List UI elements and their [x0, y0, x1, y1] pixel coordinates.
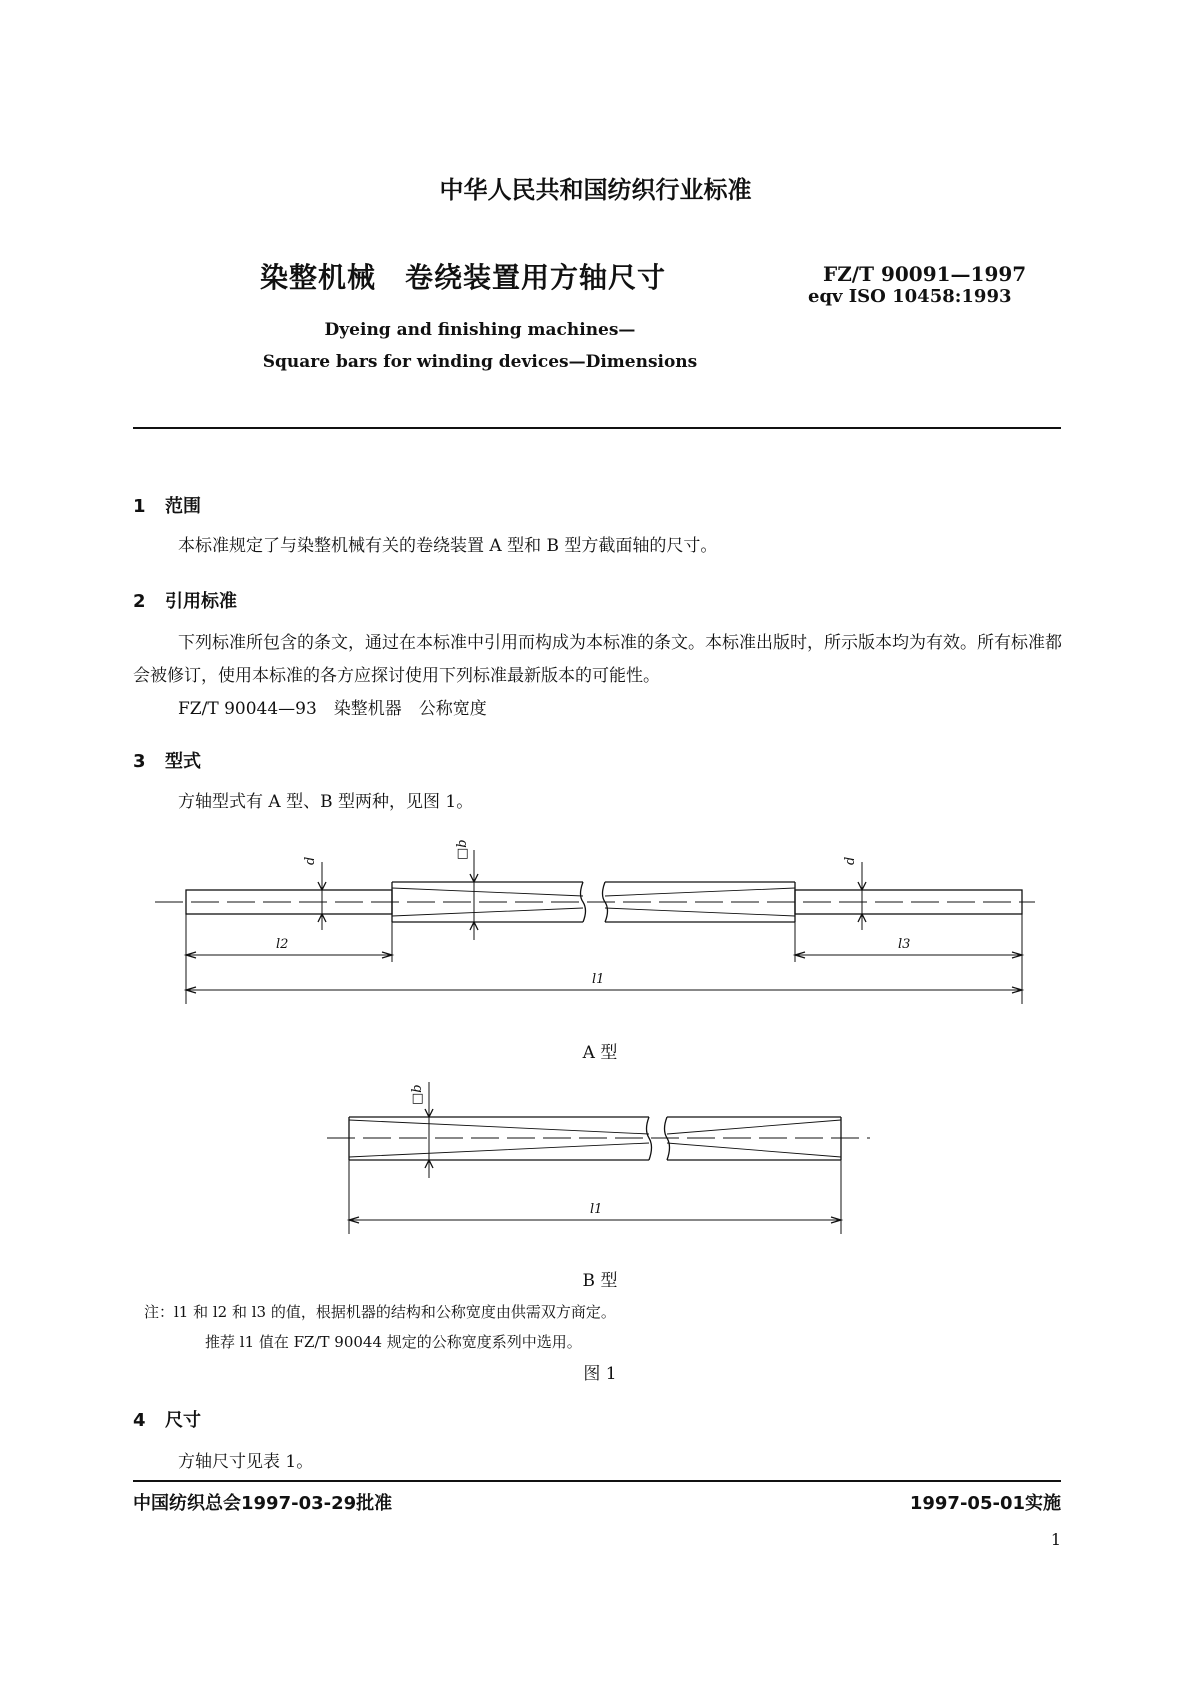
type-a-label-l3: l3 [898, 937, 911, 952]
equivalence-note: eqv ISO 10458:1993 [808, 286, 1012, 307]
standard-number: FZ/T 90091—1997 [823, 262, 1027, 286]
type-a-caption: A 型 [582, 1043, 618, 1063]
type-a-label-d-left: d [303, 856, 318, 865]
standard-title-en-line1: Dyeing and finishing machines— [324, 320, 636, 340]
reference-item: FZ/T 90044—93 染整机器 公称宽度 [178, 699, 487, 719]
type-b-caption: B 型 [582, 1271, 618, 1291]
type-a-break-left [581, 882, 586, 922]
section-title: 型式 [165, 751, 201, 772]
figure-caption: 图 1 [583, 1364, 617, 1384]
implementation-date: 1997-05-01实施 [909, 1493, 1061, 1514]
section-number: 3 [133, 751, 146, 772]
scope-paragraph: 本标准规定了与染整机械有关的卷绕装置 A 型和 B 型方截面轴的尺寸。 [178, 536, 718, 556]
page-number: 1 [1050, 1530, 1061, 1549]
section-title: 尺寸 [165, 1410, 201, 1431]
footer-divider [133, 1480, 1061, 1482]
section-number: 2 [133, 591, 146, 612]
references-paragraph: 下列标准所包含的条文，通过在本标准中引用而构成为本标准的条文。本标准出版时，所示版本均为有效。所有标准都会被修订，使用本标准的各方应探讨使用下列标准最新版本的可能性。 [133, 633, 1062, 686]
approval-date: 中国纺织总会1997-03-29批准 [133, 1493, 393, 1514]
issuing-organization: 中华人民共和国纺织行业标准 [439, 176, 752, 204]
standard-title-en-line2: Square bars for winding devices—Dimensions [262, 352, 698, 372]
types-paragraph: 方轴型式有 A 型、B 型两种，见图 1。 [178, 792, 474, 812]
type-a-label-l2: l2 [276, 937, 289, 952]
type-a-label-l1: l1 [592, 972, 605, 987]
type-b-label-l1: l1 [590, 1202, 603, 1217]
figure-note-line2: 推荐 l1 值在 FZ/T 90044 规定的公称宽度系列中选用。 [205, 1333, 582, 1351]
section-number: 4 [133, 1410, 146, 1431]
type-b-label-b: □b [410, 1084, 425, 1105]
section-title: 范围 [165, 496, 201, 517]
type-a-label-d-right: d [843, 856, 858, 865]
section-heading-dimensions [133, 1406, 201, 1432]
type-a-label-b: □b [455, 839, 470, 860]
dimensions-paragraph: 方轴尺寸见表 1。 [178, 1452, 314, 1472]
section-number: 1 [133, 496, 146, 517]
type-b-break-left [647, 1117, 652, 1160]
figure-note-line1: 注：l1 和 l2 和 l3 的值，根据机器的结构和公称宽度由供需双方商定。 [144, 1303, 616, 1321]
section-title: 引用标准 [165, 591, 237, 612]
standard-title-cn: 染整机械 卷绕装置用方轴尺寸 [260, 261, 667, 294]
